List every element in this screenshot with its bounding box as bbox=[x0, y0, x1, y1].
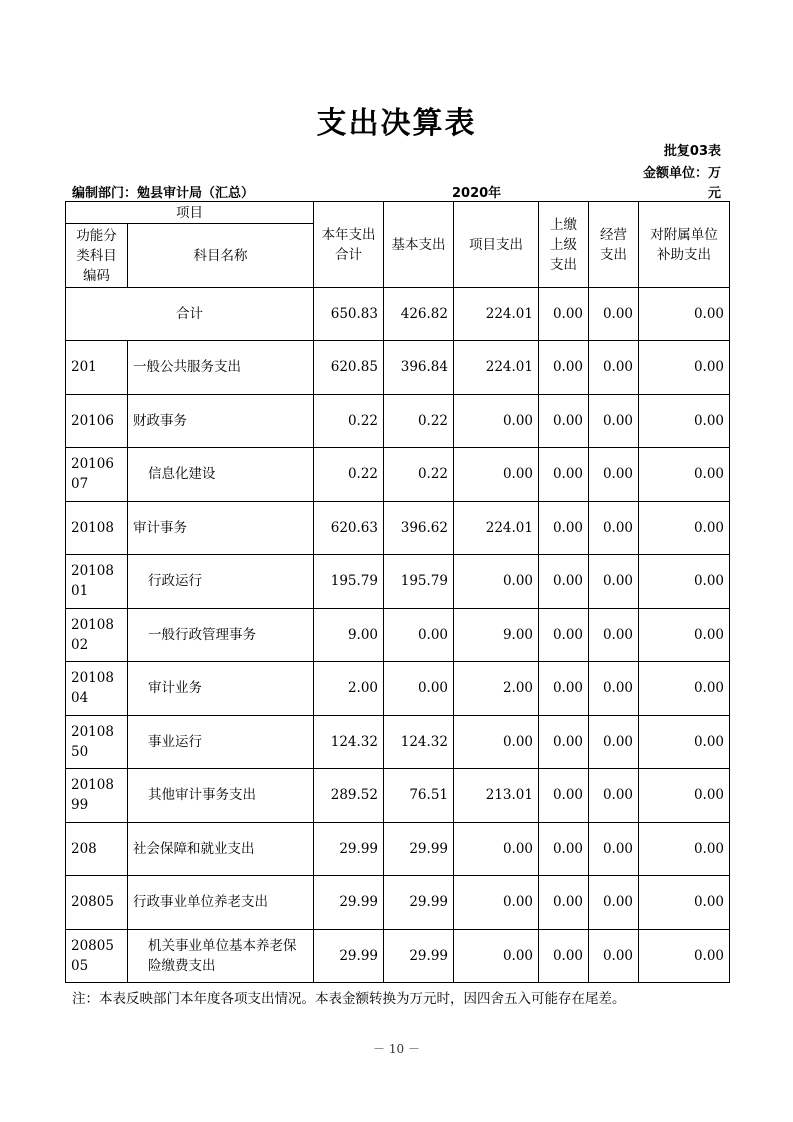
subsidy-cell: 0.00 bbox=[639, 555, 730, 609]
table-row bbox=[66, 715, 730, 769]
upper-cell: 0.00 bbox=[539, 608, 589, 662]
subsidy-cell: 0.00 bbox=[639, 822, 730, 876]
header-upper: 上缴上级支出 bbox=[539, 202, 589, 288]
subject-name-cell: 财政事务 bbox=[128, 394, 314, 448]
business-cell: 0.00 bbox=[589, 662, 639, 716]
project-cell: 0.00 bbox=[454, 876, 539, 930]
project-cell: 0.00 bbox=[454, 929, 539, 983]
subject-name-cell: 行政事业单位养老支出 bbox=[128, 876, 314, 930]
header-business: 经营支出 bbox=[589, 202, 639, 288]
business-cell: 0.00 bbox=[589, 876, 639, 930]
table-row bbox=[66, 822, 730, 876]
upper-cell: 0.00 bbox=[539, 555, 589, 609]
code-cell: 2080505 bbox=[66, 929, 128, 983]
table-row bbox=[66, 662, 730, 716]
subsidy-cell: 0.00 bbox=[639, 394, 730, 448]
code-cell: 20805 bbox=[66, 876, 128, 930]
footnote: 注：本表反映部门本年度各项支出情况。本表金额转换为万元时，因四舍五入可能存在尾差。 bbox=[72, 991, 626, 1007]
subsidy-cell: 0.00 bbox=[639, 448, 730, 502]
code-cell: 201 bbox=[66, 341, 128, 395]
subsidy-cell: 0.00 bbox=[639, 608, 730, 662]
basic-cell: 396.84 bbox=[384, 341, 454, 395]
table-row bbox=[66, 501, 730, 555]
table-row bbox=[66, 929, 730, 983]
basic-cell: 29.99 bbox=[384, 822, 454, 876]
upper-cell: 0.00 bbox=[539, 876, 589, 930]
subject-name-cell: 其他审计事务支出 bbox=[128, 769, 314, 823]
upper-cell: 0.00 bbox=[539, 501, 589, 555]
total-cell: 0.22 bbox=[314, 394, 384, 448]
code-cell: 20108 bbox=[66, 501, 128, 555]
year-label: 2020年 bbox=[452, 186, 502, 201]
table-row bbox=[66, 394, 730, 448]
basic-cell: 0.00 bbox=[384, 662, 454, 716]
subject-name-cell: 一般行政管理事务 bbox=[128, 608, 314, 662]
upper-cell: 0.00 bbox=[539, 822, 589, 876]
form-number: 批复03表 bbox=[663, 144, 721, 159]
header-basic: 基本支出 bbox=[384, 202, 454, 288]
total-cell: 620.63 bbox=[314, 501, 384, 555]
subsidy-cell: 0.00 bbox=[639, 876, 730, 930]
total-cell: 620.85 bbox=[314, 341, 384, 395]
project-cell: 0.00 bbox=[454, 394, 539, 448]
table-row bbox=[66, 769, 730, 823]
total-basic: 426.82 bbox=[384, 288, 454, 341]
project-cell: 2.00 bbox=[454, 662, 539, 716]
total-cell: 124.32 bbox=[314, 715, 384, 769]
total-total: 650.83 bbox=[314, 288, 384, 341]
code-cell: 20106 bbox=[66, 394, 128, 448]
header-total: 本年支出合计 bbox=[314, 202, 384, 288]
total-cell: 195.79 bbox=[314, 555, 384, 609]
header-func-code: 功能分类科目编码 bbox=[66, 224, 128, 288]
subsidy-cell: 0.00 bbox=[639, 501, 730, 555]
code-cell: 2010801 bbox=[66, 555, 128, 609]
upper-cell: 0.00 bbox=[539, 394, 589, 448]
unit-label-cont: 元 bbox=[707, 186, 721, 201]
project-cell: 213.01 bbox=[454, 769, 539, 823]
subsidy-cell: 0.00 bbox=[639, 341, 730, 395]
unit-label: 金额单位：万 bbox=[642, 166, 721, 181]
project-cell: 224.01 bbox=[454, 501, 539, 555]
basic-cell: 195.79 bbox=[384, 555, 454, 609]
business-cell: 0.00 bbox=[589, 608, 639, 662]
upper-cell: 0.00 bbox=[539, 715, 589, 769]
business-cell: 0.00 bbox=[589, 929, 639, 983]
project-cell: 9.00 bbox=[454, 608, 539, 662]
business-cell: 0.00 bbox=[589, 341, 639, 395]
code-cell: 2010899 bbox=[66, 769, 128, 823]
project-cell: 0.00 bbox=[454, 448, 539, 502]
upper-cell: 0.00 bbox=[539, 341, 589, 395]
subject-name-cell: 审计业务 bbox=[128, 662, 314, 716]
basic-cell: 29.99 bbox=[384, 876, 454, 930]
basic-cell: 124.32 bbox=[384, 715, 454, 769]
total-business: 0.00 bbox=[589, 288, 639, 341]
project-cell: 0.00 bbox=[454, 555, 539, 609]
code-cell: 2010802 bbox=[66, 608, 128, 662]
subject-name-cell: 机关事业单位基本养老保险缴费支出 bbox=[128, 929, 314, 983]
business-cell: 0.00 bbox=[589, 769, 639, 823]
dept-label: 编制部门：勉县审计局（汇总） bbox=[72, 186, 255, 201]
business-cell: 0.00 bbox=[589, 448, 639, 502]
project-cell: 0.00 bbox=[454, 822, 539, 876]
basic-cell: 0.00 bbox=[384, 608, 454, 662]
basic-cell: 396.62 bbox=[384, 501, 454, 555]
subsidy-cell: 0.00 bbox=[639, 929, 730, 983]
table-row bbox=[66, 876, 730, 930]
page-number: － 10 － bbox=[373, 1042, 420, 1056]
code-cell: 2010607 bbox=[66, 448, 128, 502]
header-item: 项目 bbox=[66, 202, 314, 224]
total-cell: 29.99 bbox=[314, 822, 384, 876]
code-cell: 2010804 bbox=[66, 662, 128, 716]
basic-cell: 0.22 bbox=[384, 394, 454, 448]
subject-name-cell: 社会保障和就业支出 bbox=[128, 822, 314, 876]
upper-cell: 0.00 bbox=[539, 929, 589, 983]
table-row bbox=[66, 555, 730, 609]
business-cell: 0.00 bbox=[589, 715, 639, 769]
total-cell: 0.22 bbox=[314, 448, 384, 502]
total-cell: 29.99 bbox=[314, 929, 384, 983]
header-subsidy: 对附属单位补助支出 bbox=[639, 202, 730, 288]
subject-name-cell: 行政运行 bbox=[128, 555, 314, 609]
page-title: 支出决算表 bbox=[316, 106, 477, 141]
upper-cell: 0.00 bbox=[539, 769, 589, 823]
subsidy-cell: 0.00 bbox=[639, 662, 730, 716]
business-cell: 0.00 bbox=[589, 394, 639, 448]
total-label: 合计 bbox=[66, 288, 314, 341]
total-cell: 29.99 bbox=[314, 876, 384, 930]
subject-name-cell: 事业运行 bbox=[128, 715, 314, 769]
expenditure-table bbox=[65, 201, 730, 983]
total-project: 224.01 bbox=[454, 288, 539, 341]
subsidy-cell: 0.00 bbox=[639, 769, 730, 823]
project-cell: 224.01 bbox=[454, 341, 539, 395]
basic-cell: 0.22 bbox=[384, 448, 454, 502]
total-cell: 9.00 bbox=[314, 608, 384, 662]
business-cell: 0.00 bbox=[589, 555, 639, 609]
total-cell: 2.00 bbox=[314, 662, 384, 716]
business-cell: 0.00 bbox=[589, 501, 639, 555]
subject-name-cell: 一般公共服务支出 bbox=[128, 341, 314, 395]
business-cell: 0.00 bbox=[589, 822, 639, 876]
code-cell: 208 bbox=[66, 822, 128, 876]
code-cell: 2010850 bbox=[66, 715, 128, 769]
table-row bbox=[66, 448, 730, 502]
project-cell: 0.00 bbox=[454, 715, 539, 769]
table-row bbox=[66, 608, 730, 662]
header-row-1 bbox=[66, 202, 730, 224]
header-project: 项目支出 bbox=[454, 202, 539, 288]
header-subject-name: 科目名称 bbox=[128, 224, 314, 288]
total-cell: 289.52 bbox=[314, 769, 384, 823]
total-row bbox=[66, 288, 730, 341]
subject-name-cell: 信息化建设 bbox=[128, 448, 314, 502]
table-row bbox=[66, 341, 730, 395]
upper-cell: 0.00 bbox=[539, 448, 589, 502]
upper-cell: 0.00 bbox=[539, 662, 589, 716]
basic-cell: 76.51 bbox=[384, 769, 454, 823]
total-upper: 0.00 bbox=[539, 288, 589, 341]
total-subsidy: 0.00 bbox=[639, 288, 730, 341]
subject-name-cell: 审计事务 bbox=[128, 501, 314, 555]
subsidy-cell: 0.00 bbox=[639, 715, 730, 769]
basic-cell: 29.99 bbox=[384, 929, 454, 983]
